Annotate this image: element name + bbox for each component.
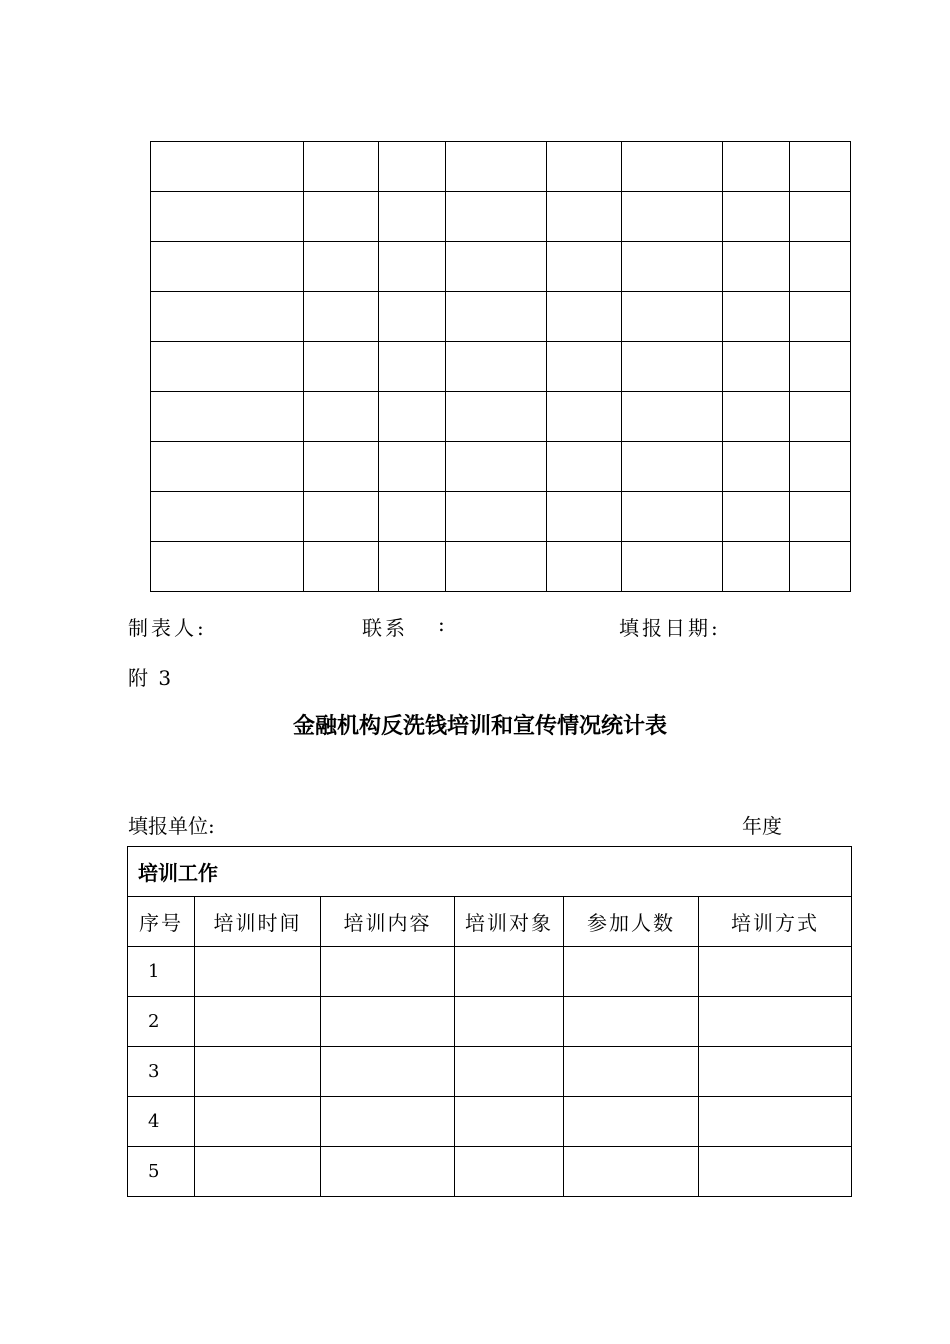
grid-row <box>151 442 851 492</box>
grid-cell <box>723 392 790 442</box>
table-cell <box>564 1097 699 1147</box>
grid-cell <box>723 192 790 242</box>
grid-cell <box>547 442 622 492</box>
grid-cell <box>622 292 723 342</box>
header-participant-count: 参加人数 <box>564 897 699 947</box>
table-cell <box>699 1097 852 1147</box>
grid-cell <box>723 542 790 592</box>
grid-cell <box>723 292 790 342</box>
grid-cell <box>723 492 790 542</box>
table-cell <box>455 1047 564 1097</box>
grid-cell <box>622 242 723 292</box>
grid-cell <box>723 142 790 192</box>
grid-cell <box>723 242 790 292</box>
row-number: 2 <box>128 997 195 1047</box>
header-index: 序号 <box>128 897 195 947</box>
grid-cell <box>790 542 851 592</box>
table-cell <box>699 997 852 1047</box>
grid-row <box>151 342 851 392</box>
table-cell <box>321 997 455 1047</box>
grid-cell <box>547 542 622 592</box>
grid-cell <box>304 492 379 542</box>
table-cell <box>455 1097 564 1147</box>
grid-cell <box>790 192 851 242</box>
grid-cell <box>379 492 446 542</box>
grid-cell <box>151 342 304 392</box>
grid-cell <box>723 442 790 492</box>
header-training-audience: 培训对象 <box>455 897 564 947</box>
table-row <box>128 1097 852 1147</box>
table-cell <box>564 1147 699 1197</box>
grid-cell <box>151 442 304 492</box>
grid-cell <box>622 342 723 392</box>
preparer-label: 制表人: <box>128 616 207 640</box>
table-cell <box>455 997 564 1047</box>
grid-cell <box>547 142 622 192</box>
grid-cell <box>379 542 446 592</box>
form-title: 金融机构反洗钱培训和宣传情况统计表 <box>292 714 667 739</box>
grid-cell <box>446 242 547 292</box>
table-cell <box>455 947 564 997</box>
grid-row <box>151 542 851 592</box>
grid-cell <box>151 292 304 342</box>
grid-cell <box>547 192 622 242</box>
grid-cell <box>446 492 547 542</box>
year-label: 年度 <box>742 814 782 838</box>
grid-row <box>151 242 851 292</box>
grid-cell <box>304 192 379 242</box>
blank-grid-table <box>150 141 851 592</box>
grid-cell <box>151 492 304 542</box>
reporting-unit-label: 填报单位: <box>128 814 215 838</box>
grid-cell <box>379 242 446 292</box>
contact-label: 联系 <box>362 616 408 640</box>
table-row <box>128 1047 852 1097</box>
grid-cell <box>304 542 379 592</box>
grid-cell <box>622 492 723 542</box>
grid-cell <box>790 242 851 292</box>
training-section-title: 培训工作 <box>128 847 852 897</box>
grid-cell <box>304 292 379 342</box>
table-cell <box>321 1097 455 1147</box>
table-row <box>128 947 852 997</box>
header-training-time: 培训时间 <box>195 897 321 947</box>
table-row <box>128 1147 852 1197</box>
grid-cell <box>379 292 446 342</box>
grid-cell <box>790 392 851 442</box>
grid-cell <box>790 292 851 342</box>
grid-cell <box>622 442 723 492</box>
grid-cell <box>790 342 851 392</box>
grid-cell <box>547 392 622 442</box>
table-cell <box>195 1147 321 1197</box>
table-cell <box>564 997 699 1047</box>
table-cell <box>321 1047 455 1097</box>
grid-cell <box>304 442 379 492</box>
grid-cell <box>379 392 446 442</box>
grid-row <box>151 492 851 542</box>
grid-row <box>151 292 851 342</box>
grid-cell <box>151 242 304 292</box>
grid-cell <box>446 292 547 342</box>
grid-cell <box>304 142 379 192</box>
grid-cell <box>790 142 851 192</box>
table-cell <box>321 1147 455 1197</box>
table-cell <box>195 997 321 1047</box>
table-cell <box>564 1047 699 1097</box>
table-cell <box>564 947 699 997</box>
grid-cell <box>790 442 851 492</box>
grid-cell <box>547 342 622 392</box>
grid-cell <box>446 542 547 592</box>
grid-cell <box>547 242 622 292</box>
grid-row <box>151 392 851 442</box>
grid-cell <box>622 192 723 242</box>
table-cell <box>455 1147 564 1197</box>
grid-cell <box>151 192 304 242</box>
grid-cell <box>547 292 622 342</box>
grid-cell <box>790 492 851 542</box>
row-number: 5 <box>128 1147 195 1197</box>
grid-cell <box>446 192 547 242</box>
grid-cell <box>446 142 547 192</box>
table-cell <box>321 947 455 997</box>
report-date-label: 填报日期: <box>619 616 721 640</box>
row-number: 3 <box>128 1047 195 1097</box>
grid-cell <box>304 392 379 442</box>
grid-cell <box>622 392 723 442</box>
annex-label: 附 3 <box>128 666 174 690</box>
grid-cell <box>379 342 446 392</box>
grid-row <box>151 192 851 242</box>
grid-cell <box>304 342 379 392</box>
row-number: 4 <box>128 1097 195 1147</box>
grid-cell <box>446 442 547 492</box>
grid-cell <box>723 342 790 392</box>
training-table <box>127 846 852 1197</box>
grid-cell <box>446 342 547 392</box>
table-cell <box>195 947 321 997</box>
grid-cell <box>547 492 622 542</box>
grid-cell <box>151 392 304 442</box>
contact-colon: : <box>438 612 448 636</box>
grid-cell <box>304 242 379 292</box>
grid-row <box>151 142 851 192</box>
grid-cell <box>379 192 446 242</box>
grid-cell <box>622 542 723 592</box>
table-row <box>128 997 852 1047</box>
grid-cell <box>622 142 723 192</box>
grid-cell <box>379 142 446 192</box>
grid-cell <box>379 442 446 492</box>
header-training-method: 培训方式 <box>699 897 852 947</box>
table-cell <box>195 1097 321 1147</box>
table-cell <box>699 947 852 997</box>
table-cell <box>699 1047 852 1097</box>
header-training-content: 培训内容 <box>321 897 455 947</box>
grid-cell <box>151 142 304 192</box>
grid-cell <box>446 392 547 442</box>
table-cell <box>699 1147 852 1197</box>
table-cell <box>195 1047 321 1097</box>
grid-cell <box>151 542 304 592</box>
row-number: 1 <box>128 947 195 997</box>
